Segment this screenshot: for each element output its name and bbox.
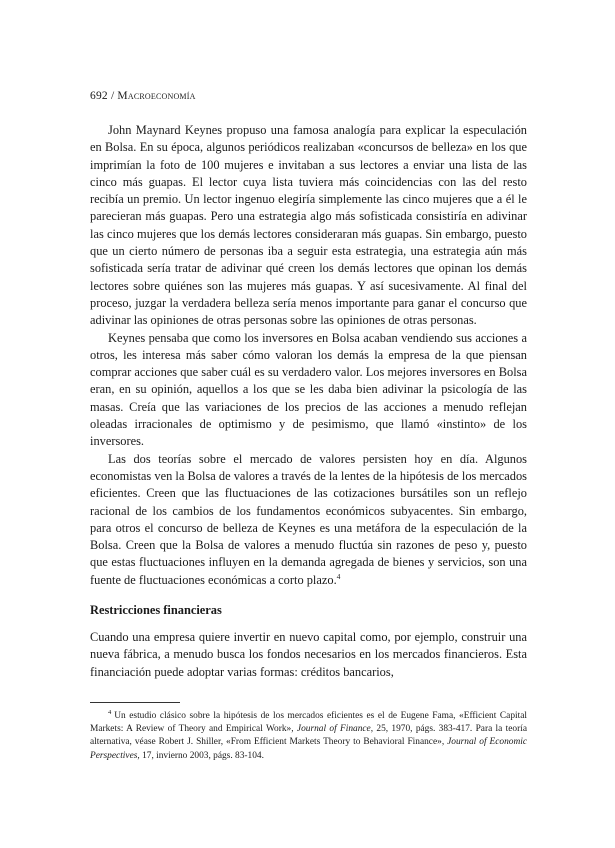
paragraph-two-theories-text: Las dos teorías sobre el mercado de valores persisten hoy en día. Algunos economistas ven la Bolsa de valores a través de la lentes de la hipótesis de los mercados eficientes. Creen que las fluctuaciones de las cotizaciones bursátiles son un reflejo racional de los cambios de los fundamentos económicos subyacentes. Sin embargo, para otros el concurso de belleza de Keynes es una metáfora de la especulación de la Bolsa. Creen que la Bolsa de valores a menudo fluctúa sin razones de peso y, puesto que estas fluctuaciones influyen en la demanda agregada de bienes y servicios, son una fuente de fluctuaciones económicas a corto plazo. [90, 451, 527, 587]
paragraph-financing: Cuando una empresa quiere invertir en nuevo capital como, por ejemplo, construir una nueva fábrica, a menudo busca los fondos necesarios en los mercados financieros. Esta financiación puede adoptar varias formas: créditos bancarios, [90, 630, 527, 679]
main-body [90, 122, 527, 589]
footnote-journal-2: Journal of Economic Perspectives [90, 737, 527, 761]
section-body [90, 629, 527, 681]
section-title: Macroeconomía [117, 90, 196, 102]
paragraph-keynes-investors: Keynes pensaba que como los inversores en Bolsa acaban vendiendo sus acciones a otros, les interesa más saber cómo valoran los demás la empresa de la que piensan comprar acciones que saber cuál es su verdadero valor. Los mejores inversores en Bolsa eran, en su opinión, aquellos a los que se les daba bien adivinar la psicología de las masas. Creía que las variaciones de los precios de las acciones a menudo reflejan oleadas irracionales de optimismo y de pesimismo, que llamó «instinto» de los inversores. [90, 330, 527, 449]
section-heading: Restricciones financieras [90, 603, 222, 617]
running-head [90, 90, 196, 102]
footnote-text-part-2: , 25, 1970, págs. 383-417. Para la teoría alternativa, véase Robert J. Shiller, «From Efficient Markets Theory to Behavioral Finance», [90, 724, 527, 748]
footnote-text-part-1: Un estudio clásico sobre la hipótesis de los mercados eficientes es el de Eugene Fama, «Efficient Capital Markets: A Review of Theory and Empirical Work», [90, 711, 527, 735]
paragraph-two-theories [90, 451, 527, 589]
footnote-text-part-3: , 17, invierno 2003, págs. 83-104. [137, 750, 264, 761]
footnote-reference[interactable]: 4 [336, 571, 341, 581]
paragraph-keynes-analogy: John Maynard Keynes propuso una famosa analogía para explicar la especulación en Bolsa. En su época, algunos periódicos realizaban «concursos de belleza» en los que imprimían la foto de 100 mujeres e invitaban a sus lectores a enviar una lista de las cinco más guapas. El lector cuya lista tuviera más coincidencias con las del resto recibía un premio. Un lector ingenuo elegiría simplemente las cinco mujeres que a él le parecieran más guapas. Pero una estrategia algo más sofisticada consistiría en adivinar las cinco mujeres que los demás lectores consideraran más guapas. Sin embargo, puesto que un cierto número de personas iba a seguir esta estrategia, una estrategia aún más sofisticada sería tratar de adivinar qué creen los demás lectores que opinan los demás lectores sobre quiénes son las mujeres más guapas. Y así sucesivamente. Al final del proceso, juzgar la verdadera belleza sería menos importante para ganar el concurso que adivinar las opiniones de otras personas sobre las opiniones de otras personas. [90, 123, 527, 328]
page-number: 692 [90, 90, 108, 102]
footnote-journal-1: Journal of Finance [296, 724, 371, 735]
footnote [90, 710, 527, 763]
footnote-divider [90, 702, 180, 703]
footnote-text [90, 710, 527, 763]
header-separator: / [110, 90, 115, 102]
footnote-number: 4 [108, 709, 112, 716]
